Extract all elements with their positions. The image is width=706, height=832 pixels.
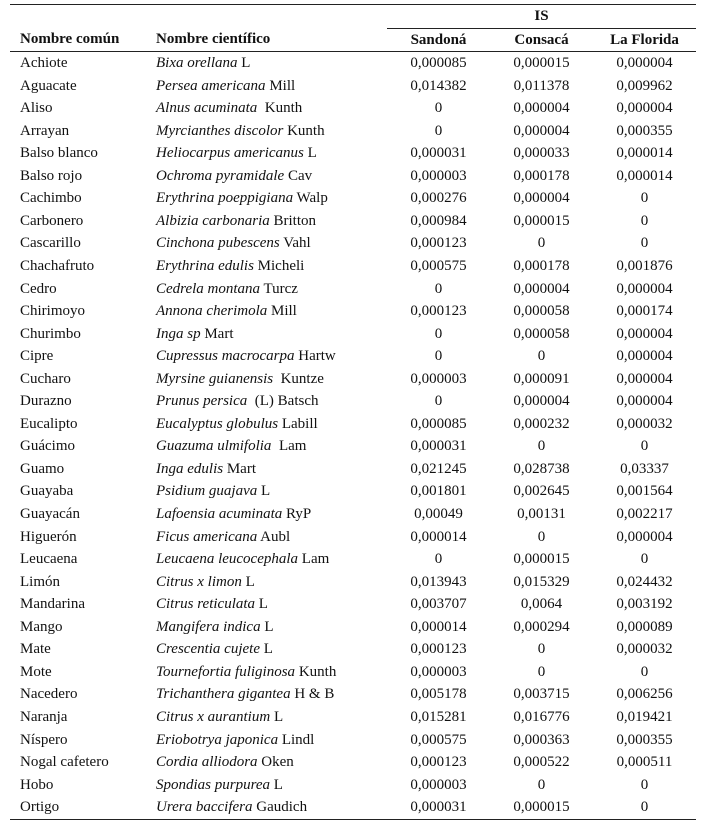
cell-consaca: 0,015329 bbox=[513, 573, 570, 590]
scientific-author: Britton bbox=[269, 212, 317, 229]
cell-consaca: 0,000004 bbox=[513, 393, 570, 410]
cell-consaca: 0 bbox=[537, 235, 546, 252]
group-header-row bbox=[10, 5, 696, 29]
species-table bbox=[10, 4, 696, 820]
cell-scientific-name bbox=[153, 165, 387, 188]
scientific-binomial: Erythrina poeppigiana bbox=[156, 190, 294, 207]
cell-laflorida: 0,000014 bbox=[616, 167, 673, 184]
scientific-author: L bbox=[257, 483, 271, 500]
scientific-binomial: Persea americana bbox=[156, 77, 266, 94]
cell-sandona: 0,000031 bbox=[410, 145, 467, 162]
cell-sandona: 0,000014 bbox=[410, 528, 467, 545]
cell-laflorida: 0,001564 bbox=[616, 483, 673, 500]
cell-sandona: 0,000085 bbox=[410, 415, 467, 432]
cell-common-name: Mote bbox=[20, 663, 52, 680]
scientific-author: L bbox=[255, 596, 268, 613]
cell-laflorida: 0,006256 bbox=[616, 686, 673, 703]
cell-scientific-name bbox=[153, 52, 387, 75]
table-row bbox=[10, 323, 696, 346]
table-row bbox=[10, 97, 696, 120]
cell-consaca: 0,000004 bbox=[513, 100, 570, 117]
cell-consaca: 0,002645 bbox=[513, 483, 570, 500]
column-header-row bbox=[10, 28, 696, 52]
cell-laflorida: 0,000004 bbox=[616, 370, 673, 387]
cell-laflorida: 0,009962 bbox=[616, 77, 673, 94]
cell-scientific-name bbox=[153, 232, 387, 255]
cell-scientific-name bbox=[153, 774, 387, 797]
cell-common-name: Achiote bbox=[20, 55, 68, 72]
cell-scientific-name bbox=[153, 187, 387, 210]
cell-common-name: Ortigo bbox=[10, 796, 153, 819]
table-row bbox=[10, 368, 696, 391]
cell-sandona: 0 bbox=[434, 280, 443, 297]
scientific-author: (L) Batsch bbox=[247, 393, 319, 410]
cell-common-name: Mango bbox=[20, 618, 63, 635]
table-row bbox=[10, 255, 696, 278]
scientific-binomial: Citrus x limon bbox=[156, 573, 242, 590]
cell-common-name: Nogal cafetero bbox=[20, 754, 109, 771]
cell-consaca: 0,011378 bbox=[513, 77, 570, 94]
scientific-binomial: Guazuma ulmifolia bbox=[156, 438, 272, 455]
table-row bbox=[10, 638, 696, 661]
scientific-author: Mill bbox=[265, 77, 296, 94]
scientific-author: Kunth bbox=[283, 122, 325, 139]
cell-laflorida: 0 bbox=[640, 551, 649, 568]
cell-scientific-name bbox=[153, 593, 387, 616]
table-row bbox=[10, 458, 696, 481]
cell-common-name: Mandarina bbox=[20, 596, 85, 613]
scientific-author: Cav bbox=[284, 167, 313, 184]
cell-common-name: Aguacate bbox=[20, 77, 77, 94]
scientific-binomial: Myrcianthes discolor bbox=[156, 122, 284, 139]
table-row bbox=[10, 52, 696, 75]
scientific-author: Lindl bbox=[278, 731, 315, 748]
cell-common-name: Cascarillo bbox=[20, 235, 81, 252]
cell-common-name: Leucaena bbox=[20, 551, 78, 568]
table-row bbox=[10, 526, 696, 549]
cell-scientific-name bbox=[153, 255, 387, 278]
cell-consaca: 0,000004 bbox=[513, 190, 570, 207]
scientific-binomial: Bixa orellana bbox=[156, 55, 238, 72]
cell-consaca: 0,00131 bbox=[517, 506, 566, 523]
cell-sandona: 0,000003 bbox=[410, 663, 467, 680]
cell-scientific-name bbox=[153, 796, 387, 819]
group-header-is: IS bbox=[387, 5, 696, 29]
cell-laflorida: 0 bbox=[640, 212, 649, 229]
cell-consaca: 0,000015 bbox=[513, 55, 570, 72]
table-body bbox=[10, 52, 696, 820]
scientific-binomial: Citrus x aurantium bbox=[156, 708, 271, 725]
cell-scientific-name bbox=[153, 548, 387, 571]
cell-common-name: Durazno bbox=[20, 393, 72, 410]
scientific-binomial: Myrsine guianensis bbox=[156, 370, 274, 387]
scientific-author: Mart bbox=[200, 325, 234, 342]
cell-common-name: Níspero bbox=[20, 731, 68, 748]
scientific-author: Gaudich bbox=[252, 799, 308, 816]
cell-sandona: 0,005178 bbox=[410, 686, 467, 703]
cell-consaca: 0,000522 bbox=[513, 754, 570, 771]
scientific-binomial: Trichanthera gigantea bbox=[156, 686, 291, 703]
cell-laflorida: 0,000032 bbox=[616, 415, 673, 432]
table-row bbox=[10, 751, 696, 774]
cell-scientific-name bbox=[153, 390, 387, 413]
cell-sandona: 0,021245 bbox=[410, 460, 467, 477]
table-row bbox=[10, 571, 696, 594]
scientific-binomial: Prunus persica bbox=[156, 393, 248, 410]
scientific-binomial: Citrus reticulata bbox=[156, 596, 256, 613]
scientific-binomial: Eucalyptus globulus bbox=[156, 415, 279, 432]
table-row bbox=[10, 232, 696, 255]
scientific-author: RyP bbox=[282, 506, 312, 523]
cell-laflorida: 0,000004 bbox=[616, 100, 673, 117]
cell-laflorida: 0,001876 bbox=[616, 258, 673, 275]
scientific-binomial: Spondias purpurea bbox=[156, 776, 271, 793]
cell-laflorida: 0,000004 bbox=[616, 55, 673, 72]
cell-common-name: Chachafruto bbox=[20, 258, 95, 275]
cell-scientific-name bbox=[153, 729, 387, 752]
table-row bbox=[10, 616, 696, 639]
scientific-binomial: Inga sp bbox=[156, 325, 201, 342]
cell-sandona: 0,001801 bbox=[410, 483, 467, 500]
cell-sandona: 0 bbox=[434, 100, 443, 117]
cell-scientific-name bbox=[153, 526, 387, 549]
cell-common-name: Limón bbox=[20, 573, 60, 590]
cell-laflorida: 0,000004 bbox=[616, 348, 673, 365]
scientific-binomial: Heliocarpus americanus bbox=[156, 145, 304, 162]
cell-scientific-name bbox=[153, 638, 387, 661]
cell-sandona: 0,003707 bbox=[410, 596, 467, 613]
cell-consaca: 0,000004 bbox=[513, 280, 570, 297]
table-row bbox=[10, 503, 696, 526]
cell-common-name: Balso rojo bbox=[20, 167, 83, 184]
cell-laflorida: 0,003192 bbox=[616, 596, 673, 613]
scientific-author: Mill bbox=[267, 303, 297, 320]
cell-sandona: 0,000003 bbox=[410, 167, 467, 184]
cell-laflorida: 0,000355 bbox=[616, 122, 673, 139]
scientific-author: Lam bbox=[298, 551, 330, 568]
col-header-common: Nombre común bbox=[10, 28, 153, 52]
cell-consaca: 0 bbox=[537, 528, 546, 545]
cell-scientific-name bbox=[153, 368, 387, 391]
cell-consaca: 0 bbox=[537, 776, 546, 793]
cell-scientific-name bbox=[153, 323, 387, 346]
cell-scientific-name bbox=[153, 480, 387, 503]
cell-consaca: 0 bbox=[537, 663, 546, 680]
cell-common-name: Balso blanco bbox=[20, 145, 98, 162]
cell-sandona: 0,000123 bbox=[410, 754, 467, 771]
col-header-scientific: Nombre científico bbox=[153, 28, 387, 52]
scientific-author: H & B bbox=[290, 686, 335, 703]
cell-consaca: 0 bbox=[537, 438, 546, 455]
cell-laflorida: 0 bbox=[640, 190, 649, 207]
scientific-author: L bbox=[270, 776, 283, 793]
cell-sandona: 0,014382 bbox=[410, 77, 467, 94]
cell-laflorida: 0,000004 bbox=[616, 325, 673, 342]
cell-scientific-name bbox=[153, 142, 387, 165]
table-row bbox=[10, 278, 696, 301]
cell-consaca: 0,000058 bbox=[513, 303, 570, 320]
cell-sandona: 0 bbox=[434, 393, 443, 410]
cell-sandona: 0,000575 bbox=[410, 258, 467, 275]
scientific-author: Labill bbox=[278, 415, 318, 432]
cell-consaca: 0 bbox=[537, 348, 546, 365]
scientific-binomial: Mangifera indica bbox=[156, 618, 261, 635]
cell-consaca: 0,016776 bbox=[513, 708, 570, 725]
scientific-binomial: Erythrina edulis bbox=[156, 258, 254, 275]
table-row bbox=[10, 661, 696, 684]
cell-common-name: Arrayan bbox=[20, 122, 70, 139]
cell-scientific-name bbox=[153, 210, 387, 233]
cell-laflorida: 0 bbox=[593, 796, 696, 819]
cell-common-name: Guayacán bbox=[20, 506, 80, 523]
cell-sandona: 0,000123 bbox=[410, 303, 467, 320]
scientific-author: Kunth bbox=[257, 100, 303, 117]
scientific-binomial: Urera baccifera bbox=[156, 799, 253, 816]
cell-consaca: 0,000178 bbox=[513, 258, 570, 275]
cell-sandona: 0,000123 bbox=[410, 235, 467, 252]
cell-consaca: 0,003715 bbox=[513, 686, 570, 703]
cell-scientific-name bbox=[153, 278, 387, 301]
cell-consaca: 0,000363 bbox=[513, 731, 570, 748]
cell-common-name: Guamo bbox=[20, 460, 65, 477]
table-row bbox=[10, 593, 696, 616]
table-row bbox=[10, 435, 696, 458]
cell-scientific-name bbox=[153, 458, 387, 481]
cell-scientific-name bbox=[153, 345, 387, 368]
cell-scientific-name bbox=[153, 97, 387, 120]
scientific-author: L bbox=[237, 55, 251, 72]
scientific-author: Kunth bbox=[295, 663, 337, 680]
table-row bbox=[10, 390, 696, 413]
cell-scientific-name bbox=[153, 300, 387, 323]
cell-sandona: 0,000984 bbox=[410, 212, 467, 229]
scientific-author: L bbox=[241, 573, 255, 590]
cell-scientific-name bbox=[153, 435, 387, 458]
scientific-author: Turcz bbox=[260, 280, 298, 297]
scientific-binomial: Albizia carbonaria bbox=[156, 212, 270, 229]
cell-common-name: Cipre bbox=[20, 348, 54, 365]
cell-sandona: 0,000085 bbox=[410, 55, 467, 72]
cell-common-name: Guayaba bbox=[20, 483, 74, 500]
table-row bbox=[10, 548, 696, 571]
scientific-author: L bbox=[260, 618, 274, 635]
scientific-author: Lam bbox=[271, 438, 307, 455]
cell-laflorida: 0,03337 bbox=[620, 460, 669, 477]
cell-consaca: 0,000015 bbox=[513, 551, 570, 568]
scientific-author: Kuntze bbox=[273, 370, 324, 387]
cell-consaca: 0,000015 bbox=[513, 212, 570, 229]
cell-consaca: 0,0064 bbox=[520, 596, 563, 613]
scientific-author: Aubl bbox=[257, 528, 291, 545]
scientific-binomial: Psidium guajava bbox=[156, 483, 258, 500]
cell-sandona: 0,000014 bbox=[410, 618, 467, 635]
scientific-author: Mart bbox=[223, 460, 256, 477]
table-row bbox=[10, 75, 696, 98]
cell-common-name: Guácimo bbox=[20, 438, 75, 455]
cell-sandona: 0 bbox=[434, 348, 443, 365]
col-header-laflorida: La Florida bbox=[593, 28, 696, 52]
cell-laflorida: 0 bbox=[640, 776, 649, 793]
cell-common-name: Churimbo bbox=[20, 325, 81, 342]
cell-laflorida: 0,000089 bbox=[616, 618, 673, 635]
table-row bbox=[10, 480, 696, 503]
scientific-binomial: Ochroma pyramidale bbox=[156, 167, 285, 184]
scientific-binomial: Eriobotrya japonica bbox=[156, 731, 279, 748]
cell-consaca: 0,000058 bbox=[513, 325, 570, 342]
col-header-consaca: Consacá bbox=[490, 28, 593, 52]
cell-common-name: Mate bbox=[20, 641, 51, 658]
table-row bbox=[10, 683, 696, 706]
scientific-binomial: Annona cherimola bbox=[156, 303, 268, 320]
scientific-binomial: Lafoensia acuminata bbox=[156, 506, 283, 523]
cell-scientific-name bbox=[153, 120, 387, 143]
table-row bbox=[10, 345, 696, 368]
cell-laflorida: 0 bbox=[640, 235, 649, 252]
cell-consaca: 0,000091 bbox=[513, 370, 570, 387]
cell-scientific-name bbox=[153, 75, 387, 98]
cell-common-name: Higuerón bbox=[20, 528, 77, 545]
cell-scientific-name bbox=[153, 661, 387, 684]
cell-consaca: 0,000232 bbox=[513, 415, 570, 432]
scientific-author: Oken bbox=[257, 754, 294, 771]
cell-scientific-name bbox=[153, 706, 387, 729]
scientific-binomial: Leucaena leucocephala bbox=[156, 551, 299, 568]
cell-sandona: 0,015281 bbox=[410, 708, 467, 725]
table-row bbox=[10, 120, 696, 143]
scientific-binomial: Cupressus macrocarpa bbox=[156, 348, 295, 365]
scientific-binomial: Crescentia cujete bbox=[156, 641, 260, 658]
cell-common-name: Cucharo bbox=[20, 370, 71, 387]
table-row bbox=[10, 729, 696, 752]
cell-laflorida: 0,024432 bbox=[616, 573, 673, 590]
scientific-binomial: Cinchona pubescens bbox=[156, 235, 280, 252]
cell-consaca: 0,028738 bbox=[513, 460, 570, 477]
cell-laflorida: 0 bbox=[640, 663, 649, 680]
cell-sandona: 0,000123 bbox=[410, 641, 467, 658]
scientific-author: Micheli bbox=[253, 258, 305, 275]
cell-sandona: 0,000031 bbox=[387, 796, 490, 819]
cell-common-name: Cedro bbox=[20, 280, 57, 297]
scientific-author: Walp bbox=[293, 190, 328, 207]
table-row bbox=[10, 142, 696, 165]
cell-common-name: Nacedero bbox=[20, 686, 78, 703]
cell-consaca: 0 bbox=[537, 641, 546, 658]
cell-laflorida: 0,002217 bbox=[616, 506, 673, 523]
cell-scientific-name bbox=[153, 413, 387, 436]
cell-common-name: Eucalipto bbox=[20, 415, 78, 432]
cell-laflorida: 0 bbox=[640, 438, 649, 455]
scientific-binomial: Ficus americana bbox=[156, 528, 258, 545]
cell-laflorida: 0,000032 bbox=[616, 641, 673, 658]
cell-sandona: 0 bbox=[434, 122, 443, 139]
cell-common-name: Hobo bbox=[20, 776, 54, 793]
cell-laflorida: 0,019421 bbox=[616, 708, 673, 725]
scientific-binomial: Alnus acuminata bbox=[156, 100, 258, 117]
cell-laflorida: 0,000014 bbox=[616, 145, 673, 162]
cell-sandona: 0,000003 bbox=[410, 370, 467, 387]
cell-scientific-name bbox=[153, 616, 387, 639]
cell-laflorida: 0,000004 bbox=[616, 393, 673, 410]
cell-common-name: Cachimbo bbox=[20, 190, 82, 207]
cell-laflorida: 0,000355 bbox=[616, 731, 673, 748]
scientific-binomial: Tournefortia fuliginosa bbox=[156, 663, 296, 680]
table-row bbox=[10, 300, 696, 323]
table-row bbox=[10, 706, 696, 729]
table-row bbox=[10, 187, 696, 210]
scientific-binomial: Inga edulis bbox=[156, 460, 224, 477]
col-header-sandona: Sandoná bbox=[387, 28, 490, 52]
cell-laflorida: 0,000174 bbox=[616, 303, 673, 320]
cell-scientific-name bbox=[153, 751, 387, 774]
cell-sandona: 0 bbox=[434, 551, 443, 568]
scientific-author: Vahl bbox=[279, 235, 311, 252]
scientific-binomial: Cedrela montana bbox=[156, 280, 261, 297]
cell-common-name: Chirimoyo bbox=[20, 303, 86, 320]
cell-consaca: 0,000178 bbox=[513, 167, 570, 184]
scientific-author: L bbox=[303, 145, 317, 162]
scientific-binomial: Cordia alliodora bbox=[156, 754, 258, 771]
cell-consaca: 0,000015 bbox=[490, 796, 593, 819]
cell-sandona: 0,000003 bbox=[410, 776, 467, 793]
table-row bbox=[10, 413, 696, 436]
cell-consaca: 0,000004 bbox=[513, 122, 570, 139]
cell-sandona: 0,013943 bbox=[410, 573, 467, 590]
table-row bbox=[10, 210, 696, 233]
cell-consaca: 0,000033 bbox=[513, 145, 570, 162]
table-row bbox=[10, 774, 696, 797]
cell-scientific-name bbox=[153, 571, 387, 594]
scientific-author: Hartw bbox=[294, 348, 336, 365]
cell-sandona: 0,000575 bbox=[410, 731, 467, 748]
cell-laflorida: 0,000004 bbox=[616, 528, 673, 545]
table-row bbox=[10, 165, 696, 188]
table-row bbox=[10, 796, 696, 819]
cell-sandona: 0,00049 bbox=[414, 506, 463, 523]
cell-scientific-name bbox=[153, 503, 387, 526]
scientific-author: L bbox=[260, 641, 273, 658]
scientific-author: L bbox=[270, 708, 284, 725]
cell-scientific-name bbox=[153, 683, 387, 706]
cell-laflorida: 0,000004 bbox=[616, 280, 673, 297]
cell-common-name: Aliso bbox=[20, 100, 53, 117]
cell-sandona: 0,000276 bbox=[410, 190, 467, 207]
cell-common-name: Carbonero bbox=[20, 212, 84, 229]
cell-sandona: 0,000031 bbox=[410, 438, 467, 455]
cell-sandona: 0 bbox=[434, 325, 443, 342]
cell-common-name: Naranja bbox=[20, 708, 68, 725]
cell-consaca: 0,000294 bbox=[513, 618, 570, 635]
cell-laflorida: 0,000511 bbox=[616, 754, 673, 771]
